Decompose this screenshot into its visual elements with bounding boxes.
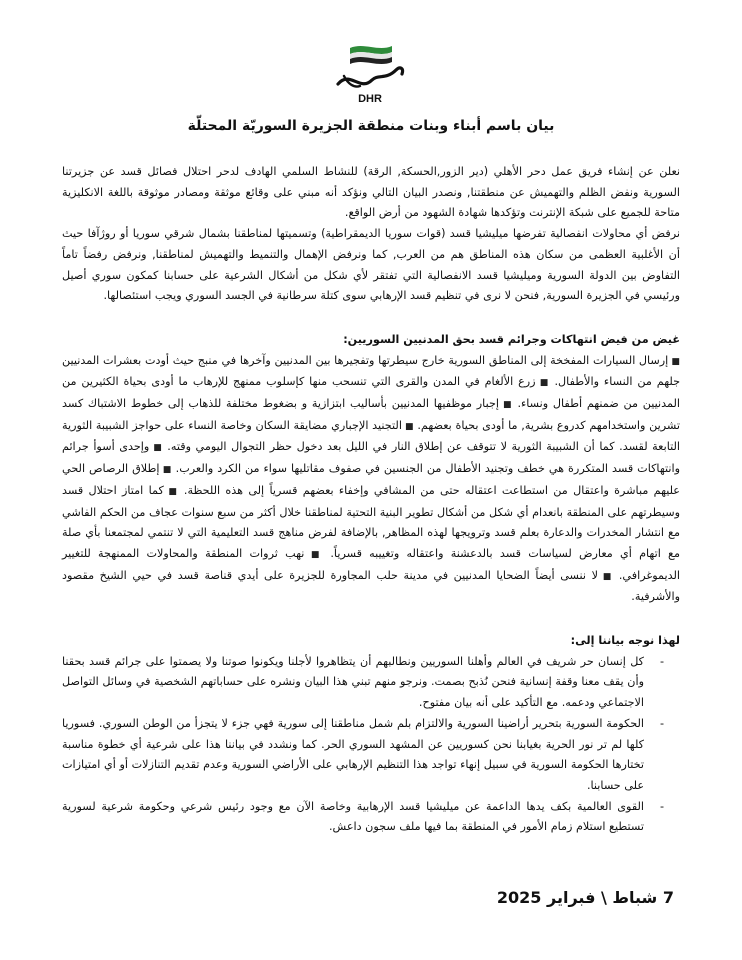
violation-item: زرع الألغام في المدن والقرى التي تنسحب منها كإسلوب ممنهج للإرهاب ما أودى بحياة الكثيرين من المدنيين من ضمنهم أطفال ونساء. xyxy=(62,375,680,411)
violation-item: كما امتاز احتلال قسد وسيطرتهم على المنطقة بانعدام أي شكل من أشكال تطوير البنية التحتية لمناطقنا خلال أكثر من سبع سنوات عجاف من الحكم الفاشي مع انتشار المخدرات والدعارة بعلم قسد وترويجها لهذه المظاهر, بالإضافة لفرض مناهج قسد التعليمية التي لا تنتمي لمجتمعنا بأي صلة مع اتهام أي معارض لسياسات قسد بالدعشنة واعتقاله وتغييبه قسرياً. xyxy=(62,483,680,560)
statement-body xyxy=(62,162,680,838)
bullet-icon: ■ xyxy=(401,421,414,432)
violation-item: وإحدى أسوأ جرائم وانتهاكات قسد المتكررة هي خطف وتجنيد الأطفال من الجنسين في صفوف مقاتليها سواء من الكرد والعرب. xyxy=(62,440,680,476)
dhr-logo xyxy=(330,40,410,106)
bullet-icon: ■ xyxy=(163,486,179,497)
intro-paragraph-2: نرفض أي محاولات انفصالية تفرضها ميليشيا قسد (قوات سوريا الديمقراطية) وتسميتها لمناطقنا بشمال شرقي سوريا أو روژآفا حيث أن الأغلبية العظمى من سكان هذه المناطق هم من العرب, كما ونرفض الإهمال والتنميط والتهميش لمناطقنا, ونرفض رفضاً تاماً التفاوض بين الدولة السورية وميليشيا قسد الانفصالية التي تفتقر لأي شكل من أشكال الشرعية على حسابنا كمكون سوري أصيل ورئيسي في الجزيرة السورية, فنحن لا نرى في تنظيم قسد الإرهابي سوى كتلة سرطانية في الجسد السوري ويجب استئصالها. xyxy=(62,227,680,303)
statement-date: 7 شباط \ فبراير 2025 xyxy=(496,888,674,907)
bullet-icon: ■ xyxy=(668,356,680,367)
appeal-heading: لهذا نوجه بياننا إلى: xyxy=(570,634,680,648)
bullet-icon: ■ xyxy=(149,443,163,454)
appeal-item: - الحكومة السورية بتحرير أراضينا السورية والالتزام بلم شمل مناطقنا إلى سورية فهي جزء لا يتجزأ من الوطن السوري. فسوريا كلها لم تر نور الحرية بغيابنا نحن كسوريين عن المشهد السوري الحر. كما ونشدد في بياننا هذا على شرعية أي خطوة مناسبة تختارها الحكومة السورية في سبيل إنهاء تواجد هذا التنظيم الإرهابي على الأراضي السورية وعدم تقديم التنازلات أو أي امتيازات على حسابنا. xyxy=(62,714,666,797)
appeal-item: - كل إنسان حر شريف في العالم وأهلنا السوريين ونطالبهم أن يتظاهروا لأجلنا ويكونوا صوتنا ولا يصمتوا على جرائم قسد بحقنا وأن يقف معنا وقفة إنسانية فنحن نُذبح بصمت. ونرجو منهم تبني هذا البيان ونشره على حساباتهم الشخصية في وسائل التواصل الاجتماعي ودعمه. مع التأكيد على أنه بيان مفتوح. xyxy=(62,652,666,714)
bullet-icon: ■ xyxy=(304,549,324,560)
bullet-icon: ■ xyxy=(498,400,513,411)
intro-paragraph-1: نعلن عن إنشاء فريق عمل دحر الأهلي (دير الزور,الحسكة, الرقة) للنشاط السلمي الهادف لدحر احتلال فصائل قسد عن جزيرتنا السورية ونفض الظلم والتهميش عن منطقتنا, ونصدر البيان التالي ونؤكد أنه مبني على وقائع موثقة ومصادر موثوقة باللغة الانكليزية متاحة للجميع على شبكة الإنترنت وتؤكدها شهادة الشهود من أرض الواقع. xyxy=(62,165,680,220)
violation-item: التجنيد الإجباري مضايقة السكان وخاصة النساء على حواجز الشبيبة الثورية التابعة لقسد. كما أن الشبيبة الثورية لا تتوقف عن إطلاق النار في الليل بعد دخول حظر التجوال اليومي وقته. xyxy=(62,418,680,454)
violation-item: إطلاق الرصاص الحي عليهم مباشرة واعتقال من استطاعت اعتقاله حتى من المشافي وإخفاء بعضهم قسرياً إلى هذه اللحظة. xyxy=(62,462,680,497)
appeal-list xyxy=(62,652,680,838)
intro-section xyxy=(62,162,680,307)
bullet-icon: ■ xyxy=(597,571,614,582)
violation-item: إرسال السيارات المفخخة إلى المناطق السورية خارج سيطرتها وتفجيرها بين المدنيين وآخرها في منبج حيث أودت بعشرات المدنيين جلهم من النساء والأطفال. xyxy=(62,353,680,389)
logo-graphic xyxy=(330,40,410,106)
violations-list xyxy=(62,351,680,608)
violations-heading: غيض من فيض انتهاكات وجرائم قسد بحق المدنيين السوريين: xyxy=(343,332,680,346)
bullet-icon: ■ xyxy=(535,378,550,389)
appeal-item: - القوى العالمية بكف يدها الداعمة عن ميليشيا قسد الإرهابية وخاصة الآن مع وجود رئيس شرعي وحكومة شرعية لسورية تستطيع استلام زمام الأمور في المنطقة بما فيها ملف سجون داعش. xyxy=(62,797,666,838)
page-title: بيان باسم أبناء وبنات منطقة الجزيرة السوريّة المحتلّة xyxy=(187,118,555,134)
violation-item: إجبار موظفيها المدنيين بأساليب ابتزازية و بضغوط مختلفة للذهاب إلى خطوط الاشتباك كسد تشرين واستخدامهم كدروع بشرية, ما أودى بحياة بعضهم. xyxy=(62,397,680,432)
violation-item: لا ننسى أيضاً الضحايا المدنيين في مدينة حلب المجاورة للجزيرة على أيدي قناصة قسد في حيي الشيخ مقصود والأشرفية. xyxy=(62,568,680,604)
violation-item: نهب ثروات المنطقة والمحاولات الممنهجة للتغيير الديموغرافي. xyxy=(62,546,680,582)
logo-text: DHR xyxy=(358,93,382,105)
bullet-icon: ■ xyxy=(159,465,172,476)
